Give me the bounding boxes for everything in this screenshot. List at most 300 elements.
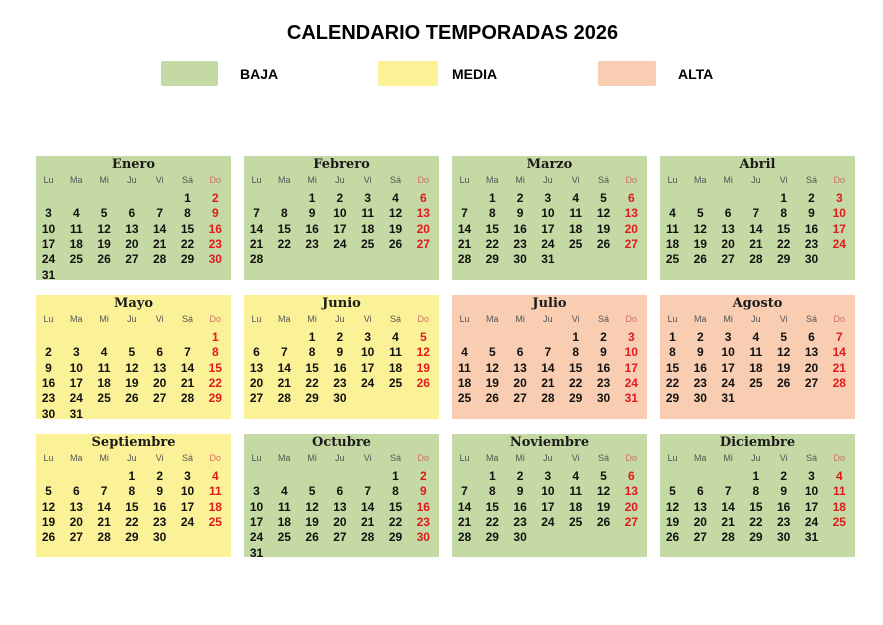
day-cell: 6	[627, 191, 635, 205]
day-cell: 13	[804, 345, 819, 360]
day-cell: 7	[280, 345, 288, 360]
weekday-header: Mi	[723, 453, 733, 463]
day-cell: 1	[392, 469, 399, 483]
day-cell: 5	[488, 345, 496, 360]
month-name: Noviembre	[509, 435, 590, 450]
day-cell: 13	[416, 206, 430, 221]
day-cell: 24	[249, 530, 264, 545]
weekday-header: Sá	[597, 175, 609, 185]
day-cell: 17	[624, 360, 638, 375]
day-cell: 29	[569, 391, 583, 406]
day-cell: 22	[777, 236, 791, 251]
day-cell: 9	[516, 206, 524, 221]
day-cell: 17	[541, 499, 555, 514]
day-cell: 23	[153, 514, 167, 529]
day-cell: 8	[392, 484, 399, 499]
day-cell: 4	[669, 206, 676, 221]
day-cell: 16	[333, 360, 347, 375]
day-cell: 6	[627, 469, 635, 483]
day-cell: 8	[184, 206, 191, 221]
month-enero	[36, 156, 231, 280]
day-cell: 3	[835, 191, 843, 205]
day-cell: 26	[596, 236, 611, 251]
day-cell: 18	[277, 514, 291, 529]
weekday-header: Mi	[723, 314, 733, 324]
day-cell: 20	[249, 375, 264, 390]
day-cell: 8	[780, 206, 788, 221]
day-cell: 8	[128, 484, 136, 499]
day-cell: 10	[41, 221, 56, 236]
day-cell: 14	[832, 345, 846, 360]
day-cell: 21	[721, 514, 735, 529]
day-cell: 1	[488, 191, 496, 205]
day-cell: 30	[804, 252, 819, 267]
day-cell: 22	[485, 236, 499, 251]
day-cell: 24	[361, 375, 375, 390]
month-name: Septiembre	[91, 435, 176, 450]
day-cell: 7	[461, 206, 468, 221]
day-cell: 7	[835, 330, 843, 344]
day-cell: 21	[457, 236, 472, 251]
day-cell: 29	[305, 391, 319, 406]
weekday-header: Vi	[779, 175, 788, 185]
day-cell: 7	[100, 484, 108, 499]
day-cell: 24	[832, 236, 846, 251]
day-cell: 9	[45, 360, 52, 375]
day-cell: 28	[249, 252, 264, 267]
day-cell: 9	[600, 345, 607, 360]
day-cell: 3	[364, 191, 372, 205]
day-cell: 3	[544, 191, 552, 205]
day-cell: 11	[208, 484, 222, 499]
day-cell: 29	[180, 252, 195, 267]
weekday-header: Do	[417, 453, 430, 463]
weekday-header: Vi	[155, 453, 164, 463]
day-cell: 31	[541, 252, 555, 267]
day-cell: 14	[249, 221, 264, 236]
day-cell: 5	[600, 191, 607, 205]
day-cell: 30	[208, 252, 222, 267]
day-cell: 24	[804, 514, 819, 529]
weekday-header: Ju	[127, 175, 137, 185]
weekday-header: Ma	[278, 314, 291, 324]
day-cell: 28	[749, 252, 763, 267]
weekday-header: Ju	[335, 453, 345, 463]
day-cell: 27	[513, 391, 527, 406]
day-cell: 9	[308, 206, 316, 221]
weekday-header: Lu	[251, 453, 262, 463]
day-cell: 10	[541, 206, 555, 221]
day-cell: 22	[277, 236, 291, 251]
day-cell: 18	[749, 360, 763, 375]
day-cell: 8	[572, 345, 580, 360]
day-cell: 17	[832, 221, 846, 236]
day-cell: 5	[419, 330, 427, 344]
day-cell: 6	[253, 345, 260, 360]
day-cell: 3	[364, 330, 372, 344]
day-cell: 18	[97, 375, 111, 390]
day-cell: 15	[749, 499, 763, 514]
weekday-header: Lu	[667, 314, 678, 324]
day-cell: 9	[780, 484, 788, 499]
day-cell: 15	[180, 221, 195, 236]
day-cell: 20	[153, 375, 167, 390]
weekday-header: Lu	[251, 314, 262, 324]
weekday-header: Vi	[155, 314, 164, 324]
day-cell: 14	[721, 499, 735, 514]
day-cell: 16	[513, 499, 527, 514]
day-cell: 25	[832, 514, 846, 529]
month-diciembre	[660, 434, 855, 557]
day-cell: 6	[72, 484, 80, 499]
day-cell: 5	[45, 484, 52, 499]
day-cell: 10	[721, 345, 735, 360]
day-cell: 20	[125, 236, 139, 251]
day-cell: 5	[600, 469, 607, 483]
weekday-header: Do	[625, 453, 638, 463]
day-cell: 23	[41, 391, 56, 406]
day-cell: 16	[41, 375, 56, 390]
day-cell: 8	[669, 345, 676, 360]
day-cell: 20	[624, 499, 638, 514]
weekday-header: Ju	[335, 314, 345, 324]
day-cell: 11	[666, 221, 679, 236]
weekday-header: Sá	[597, 314, 609, 324]
day-cell: 1	[308, 330, 316, 344]
day-cell: 28	[277, 391, 291, 406]
day-cell: 11	[749, 345, 763, 360]
weekday-header: Do	[833, 453, 846, 463]
day-cell: 3	[544, 469, 552, 483]
day-cell: 19	[305, 514, 319, 529]
legend-swatch-alta	[598, 61, 656, 86]
day-cell: 5	[128, 345, 136, 360]
day-cell: 27	[153, 391, 167, 406]
day-cell: 28	[361, 530, 375, 545]
day-cell: 6	[336, 484, 344, 499]
day-cell: 9	[696, 345, 704, 360]
day-cell: 26	[125, 391, 139, 406]
day-cell: 26	[596, 514, 611, 529]
day-cell: 13	[624, 484, 638, 499]
weekday-header: Do	[417, 175, 430, 185]
day-cell: 15	[569, 360, 583, 375]
day-cell: 19	[596, 221, 611, 236]
day-cell: 10	[361, 345, 375, 360]
day-cell: 7	[544, 345, 552, 360]
day-cell: 18	[832, 499, 846, 514]
month-name: Marzo	[526, 157, 573, 172]
day-cell: 2	[696, 330, 704, 344]
page-title: CALENDARIO TEMPORADAS 2026	[286, 22, 619, 44]
day-cell: 15	[125, 499, 139, 514]
day-cell: 7	[752, 206, 760, 221]
day-cell: 11	[458, 360, 471, 375]
day-cell: 14	[277, 360, 291, 375]
day-cell: 29	[749, 530, 763, 545]
day-cell: 30	[513, 530, 527, 545]
day-cell: 17	[249, 514, 264, 529]
day-cell: 11	[569, 206, 583, 221]
day-cell: 25	[361, 236, 375, 251]
day-cell: 16	[416, 499, 430, 514]
day-cell: 8	[488, 206, 496, 221]
day-cell: 12	[596, 206, 611, 221]
month-name: Agosto	[732, 296, 783, 311]
day-cell: 8	[752, 484, 760, 499]
weekday-header: Ju	[543, 314, 553, 324]
day-cell: 1	[308, 191, 316, 205]
day-cell: 15	[277, 221, 291, 236]
day-cell: 17	[541, 221, 555, 236]
weekday-header: Ma	[70, 453, 83, 463]
day-cell: 27	[249, 391, 264, 406]
day-cell: 28	[97, 530, 111, 545]
day-cell: 28	[832, 375, 846, 390]
day-cell: 10	[541, 484, 555, 499]
day-cell: 19	[777, 360, 791, 375]
day-cell: 1	[572, 330, 580, 344]
day-cell: 10	[333, 206, 347, 221]
legend-swatch-baja	[161, 61, 218, 86]
day-cell: 20	[693, 514, 707, 529]
day-cell: 28	[457, 530, 472, 545]
weekday-header: Vi	[363, 314, 372, 324]
day-cell: 22	[125, 514, 139, 529]
day-cell: 1	[669, 330, 676, 344]
day-cell: 19	[388, 221, 403, 236]
day-cell: 12	[596, 484, 611, 499]
day-cell: 24	[541, 514, 555, 529]
day-cell: 22	[485, 514, 499, 529]
weekday-header: Mi	[515, 175, 525, 185]
day-cell: 24	[624, 375, 638, 390]
weekday-header: Vi	[363, 453, 372, 463]
day-cell: 31	[721, 391, 735, 406]
weekday-header: Vi	[571, 175, 580, 185]
weekday-header: Mi	[307, 453, 317, 463]
day-cell: 4	[280, 484, 288, 499]
weekday-header: Sá	[389, 175, 401, 185]
day-cell: 12	[305, 499, 319, 514]
day-cell: 12	[693, 221, 707, 236]
day-cell: 23	[513, 236, 527, 251]
day-cell: 4	[752, 330, 760, 344]
day-cell: 16	[596, 360, 611, 375]
weekday-header: Ju	[751, 175, 761, 185]
day-cell: 27	[125, 252, 139, 267]
weekday-header: Vi	[571, 314, 580, 324]
day-cell: 12	[665, 499, 680, 514]
day-cell: 14	[749, 221, 763, 236]
day-cell: 29	[388, 530, 403, 545]
day-cell: 13	[513, 360, 527, 375]
day-cell: 21	[180, 375, 195, 390]
day-cell: 2	[156, 469, 164, 483]
day-cell: 23	[693, 375, 707, 390]
weekday-header: Ma	[694, 175, 707, 185]
weekday-header: Do	[833, 314, 846, 324]
day-cell: 21	[832, 360, 846, 375]
day-cell: 19	[125, 375, 139, 390]
weekday-header: Ma	[486, 314, 499, 324]
day-cell: 13	[153, 360, 167, 375]
day-cell: 11	[69, 221, 83, 236]
day-cell: 21	[361, 514, 375, 529]
day-cell: 15	[208, 360, 222, 375]
day-cell: 13	[624, 206, 638, 221]
day-cell: 15	[485, 221, 499, 236]
day-cell: 7	[724, 484, 732, 499]
weekday-header: Mi	[515, 453, 525, 463]
day-cell: 24	[721, 375, 735, 390]
weekday-header: Ma	[486, 175, 499, 185]
day-cell: 11	[569, 484, 583, 499]
day-cell: 28	[541, 391, 555, 406]
day-cell: 26	[485, 391, 499, 406]
day-cell: 17	[69, 375, 83, 390]
day-cell: 23	[513, 514, 527, 529]
month-octubre	[244, 434, 439, 560]
day-cell: 14	[361, 499, 375, 514]
day-cell: 30	[153, 530, 167, 545]
weekday-header: Ma	[694, 314, 707, 324]
day-cell: 12	[388, 206, 403, 221]
day-cell: 30	[416, 530, 430, 545]
weekday-header: Vi	[779, 314, 788, 324]
day-cell: 7	[461, 484, 468, 499]
day-cell: 16	[777, 499, 791, 514]
legend-label-media: MEDIA	[452, 66, 498, 82]
weekday-header: Ma	[70, 314, 83, 324]
day-cell: 9	[808, 206, 815, 221]
day-cell: 4	[835, 469, 843, 483]
weekday-header: Lu	[459, 314, 470, 324]
day-cell: 23	[305, 236, 319, 251]
weekday-header: Mi	[99, 175, 109, 185]
day-cell: 10	[180, 484, 195, 499]
weekday-header: Ma	[278, 175, 291, 185]
day-cell: 6	[419, 191, 427, 205]
day-cell: 9	[211, 206, 219, 221]
day-cell: 22	[180, 236, 195, 251]
day-cell: 2	[516, 469, 524, 483]
day-cell: 26	[388, 236, 403, 251]
day-cell: 18	[569, 499, 583, 514]
day-cell: 13	[721, 221, 735, 236]
day-cell: 12	[777, 345, 791, 360]
day-cell: 1	[752, 469, 760, 483]
day-cell: 2	[808, 191, 815, 205]
day-cell: 15	[485, 499, 499, 514]
day-cell: 25	[277, 530, 291, 545]
weekday-header: Vi	[155, 175, 164, 185]
day-cell: 5	[696, 206, 704, 221]
day-cell: 13	[69, 499, 83, 514]
weekday-header: Vi	[571, 453, 580, 463]
day-cell: 8	[280, 206, 288, 221]
day-cell: 20	[513, 375, 527, 390]
day-cell: 23	[596, 375, 611, 390]
day-cell: 29	[208, 391, 222, 406]
day-cell: 22	[665, 375, 680, 390]
day-cell: 21	[153, 236, 167, 251]
day-cell: 6	[156, 345, 164, 360]
day-cell: 13	[125, 221, 139, 236]
day-cell: 22	[388, 514, 403, 529]
weekday-header: Mi	[99, 453, 109, 463]
day-cell: 19	[41, 514, 56, 529]
weekday-header: Ma	[486, 453, 499, 463]
day-cell: 30	[777, 530, 791, 545]
day-cell: 6	[516, 345, 524, 360]
day-cell: 15	[665, 360, 680, 375]
legend-swatch-media	[378, 61, 438, 86]
day-cell: 3	[253, 484, 260, 499]
day-cell: 6	[128, 206, 136, 221]
weekday-header: Lu	[667, 175, 678, 185]
weekday-header: Vi	[779, 453, 788, 463]
day-cell: 16	[208, 221, 222, 236]
day-cell: 28	[721, 530, 735, 545]
day-cell: 11	[277, 499, 291, 514]
day-cell: 27	[624, 236, 638, 251]
day-cell: 31	[624, 391, 638, 406]
weekday-header: Do	[625, 314, 638, 324]
weekday-header: Mi	[307, 314, 317, 324]
weekday-header: Sá	[389, 314, 401, 324]
day-cell: 10	[624, 345, 638, 360]
weekday-header: Ju	[127, 453, 137, 463]
day-cell: 27	[804, 375, 819, 390]
day-cell: 22	[569, 375, 583, 390]
day-cell: 18	[69, 236, 83, 251]
month-name: Diciembre	[719, 435, 796, 450]
day-cell: 31	[804, 530, 819, 545]
day-cell: 25	[569, 236, 583, 251]
day-cell: 18	[361, 221, 375, 236]
day-cell: 16	[513, 221, 527, 236]
month-name: Enero	[111, 157, 156, 172]
month-febrero	[244, 156, 439, 280]
weekday-header: Mi	[307, 175, 317, 185]
day-cell: 25	[208, 514, 222, 529]
day-cell: 9	[516, 484, 524, 499]
day-cell: 26	[97, 252, 111, 267]
day-cell: 2	[600, 330, 607, 344]
day-cell: 9	[156, 484, 164, 499]
day-cell: 20	[416, 221, 430, 236]
day-cell: 18	[388, 360, 403, 375]
day-cell: 6	[808, 330, 815, 344]
day-cell: 14	[457, 221, 472, 236]
month-septiembre	[36, 434, 231, 557]
day-cell: 23	[804, 236, 819, 251]
day-cell: 27	[333, 530, 347, 545]
day-cell: 4	[100, 345, 108, 360]
weekday-header: Lu	[251, 175, 262, 185]
day-cell: 10	[249, 499, 264, 514]
day-cell: 19	[416, 360, 430, 375]
day-cell: 8	[211, 345, 219, 360]
weekday-header: Do	[417, 314, 430, 324]
weekday-header: Ma	[278, 453, 291, 463]
weekday-header: Do	[833, 175, 846, 185]
day-cell: 21	[277, 375, 291, 390]
day-cell: 15	[388, 499, 403, 514]
weekday-header: Ju	[127, 314, 137, 324]
day-cell: 17	[333, 221, 347, 236]
